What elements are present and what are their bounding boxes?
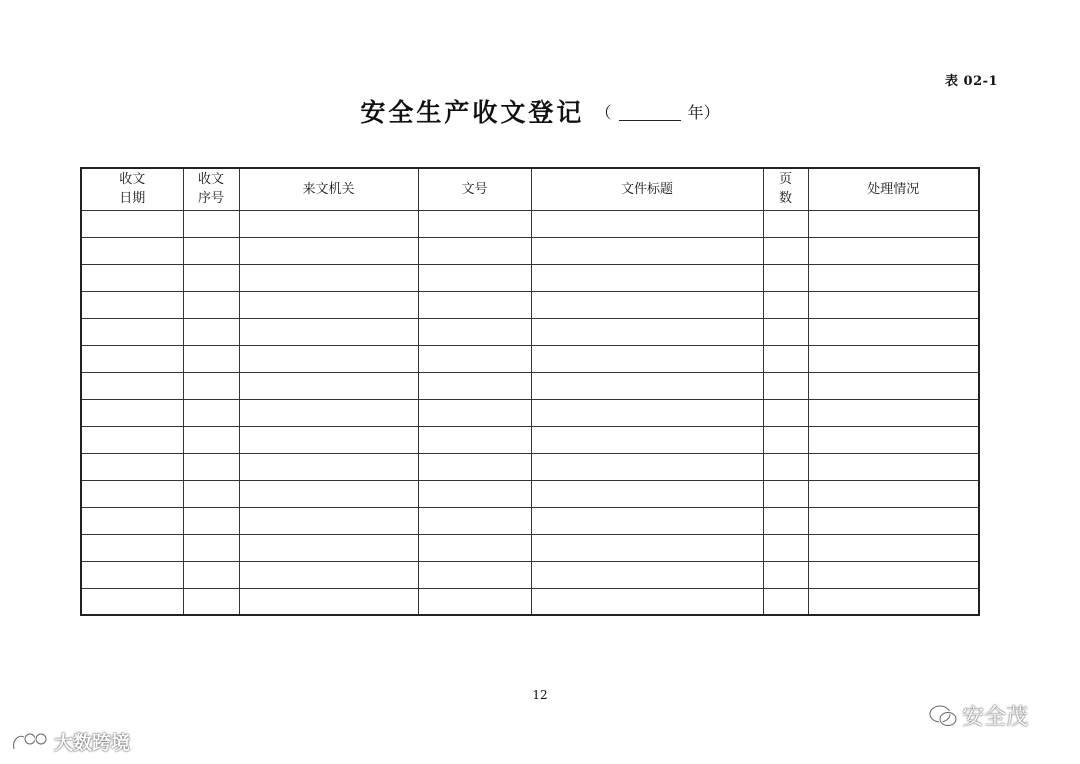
- table-cell: [183, 561, 239, 588]
- table-cell: [531, 264, 763, 291]
- table-cell: [808, 291, 979, 318]
- table-cell: [531, 480, 763, 507]
- table-cell: [763, 291, 808, 318]
- table-cell: [763, 318, 808, 345]
- table-cell: [418, 372, 531, 399]
- table-cell: [239, 507, 418, 534]
- table-header-row: [81, 168, 979, 210]
- table-row: [81, 399, 979, 426]
- table-cell: [239, 561, 418, 588]
- table-cell: [418, 507, 531, 534]
- table-cell: [239, 588, 418, 615]
- table-cell: [531, 345, 763, 372]
- table-cell: [183, 291, 239, 318]
- table-cell: [418, 426, 531, 453]
- table-row: [81, 291, 979, 318]
- table-cell: [239, 534, 418, 561]
- table-cell: [808, 453, 979, 480]
- table-cell: [808, 426, 979, 453]
- table-cell: [763, 453, 808, 480]
- table-cell: [183, 210, 239, 237]
- table-cell: [81, 534, 183, 561]
- table-cell: [81, 480, 183, 507]
- table-cell: [81, 291, 183, 318]
- table-cell: [418, 453, 531, 480]
- table-cell: [531, 210, 763, 237]
- table-cell: [531, 561, 763, 588]
- table-cell: [531, 534, 763, 561]
- form-code: 表 02-1: [945, 74, 999, 89]
- column-header: 文号: [418, 168, 531, 210]
- table-cell: [81, 399, 183, 426]
- year-field: [595, 103, 719, 122]
- table-cell: [763, 399, 808, 426]
- table-cell: [418, 318, 531, 345]
- table-cell: [418, 561, 531, 588]
- table-cell: [763, 426, 808, 453]
- table-cell: [239, 291, 418, 318]
- table-cell: [808, 264, 979, 291]
- table-cell: [763, 372, 808, 399]
- table-cell: [531, 453, 763, 480]
- table-cell: [808, 318, 979, 345]
- table-cell: [183, 480, 239, 507]
- table-cell: [531, 426, 763, 453]
- table-cell: [531, 507, 763, 534]
- table-cell: [239, 237, 418, 264]
- table-cell: [239, 210, 418, 237]
- table-row: [81, 345, 979, 372]
- table-cell: [763, 480, 808, 507]
- table-row: [81, 561, 979, 588]
- document-title-row: [0, 93, 1080, 129]
- watermark-right: [928, 700, 1028, 731]
- table-cell: [81, 561, 183, 588]
- table-cell: [81, 210, 183, 237]
- table-row: [81, 210, 979, 237]
- watermark-right-text: 安全茂: [962, 705, 1029, 730]
- table-row: [81, 372, 979, 399]
- table-cell: [763, 345, 808, 372]
- table-cell: [418, 264, 531, 291]
- table-cell: [763, 561, 808, 588]
- table-cell: [81, 345, 183, 372]
- table-cell: [808, 588, 979, 615]
- table-cell: [183, 453, 239, 480]
- table-cell: [531, 588, 763, 615]
- table-cell: [239, 345, 418, 372]
- year-suffix: 年）: [687, 102, 720, 122]
- table-cell: [763, 210, 808, 237]
- table-cell: [808, 507, 979, 534]
- table-cell: [183, 372, 239, 399]
- table-cell: [183, 426, 239, 453]
- table-cell: [239, 426, 418, 453]
- table-cell: [418, 237, 531, 264]
- table-row: [81, 507, 979, 534]
- table-cell: [531, 399, 763, 426]
- table-cell: [808, 372, 979, 399]
- table-cell: [418, 480, 531, 507]
- column-header: 页 数: [763, 168, 808, 210]
- table-cell: [763, 264, 808, 291]
- brand-logo-icon: [10, 731, 50, 753]
- table-cell: [183, 318, 239, 345]
- table-cell: [418, 210, 531, 237]
- table-cell: [239, 318, 418, 345]
- table-row: [81, 264, 979, 291]
- page-number: 12: [532, 688, 548, 702]
- table-cell: [808, 210, 979, 237]
- table-cell: [808, 561, 979, 588]
- column-header: 处理情况: [808, 168, 979, 210]
- document-title: 安全生产收文登记: [360, 98, 585, 127]
- table-cell: [531, 318, 763, 345]
- table-cell: [808, 399, 979, 426]
- table-cell: [531, 237, 763, 264]
- table-cell: [763, 507, 808, 534]
- table-row: [81, 480, 979, 507]
- table-cell: [183, 399, 239, 426]
- table-cell: [418, 345, 531, 372]
- table-row: [81, 426, 979, 453]
- year-open-paren: （: [595, 102, 612, 122]
- table-cell: [808, 345, 979, 372]
- table-cell: [808, 480, 979, 507]
- table-cell: [183, 264, 239, 291]
- receipt-register-table: [80, 167, 980, 616]
- column-header: 文件标题: [531, 168, 763, 210]
- watermark-left-text: 大数跨境: [54, 732, 131, 754]
- table-cell: [418, 291, 531, 318]
- table-cell: [808, 534, 979, 561]
- table-cell: [183, 507, 239, 534]
- column-header: 收文 序号: [183, 168, 239, 210]
- table-cell: [418, 534, 531, 561]
- table-cell: [763, 588, 808, 615]
- column-header: 收文 日期: [81, 168, 183, 210]
- table-cell: [81, 426, 183, 453]
- wechat-icon: [928, 703, 958, 729]
- watermark-left: [10, 728, 130, 755]
- table-cell: [183, 534, 239, 561]
- table-cell: [81, 588, 183, 615]
- table-cell: [239, 453, 418, 480]
- table-cell: [239, 480, 418, 507]
- table-row: [81, 534, 979, 561]
- table-cell: [183, 588, 239, 615]
- table-cell: [81, 237, 183, 264]
- year-blank-line: [619, 106, 681, 121]
- table-cell: [239, 399, 418, 426]
- table-cell: [418, 588, 531, 615]
- table-cell: [81, 507, 183, 534]
- table-cell: [183, 345, 239, 372]
- table-cell: [81, 372, 183, 399]
- table-row: [81, 588, 979, 615]
- table-cell: [808, 237, 979, 264]
- table-row: [81, 237, 979, 264]
- table-cell: [763, 237, 808, 264]
- table-cell: [239, 372, 418, 399]
- table-row: [81, 453, 979, 480]
- table-cell: [183, 237, 239, 264]
- table-cell: [531, 291, 763, 318]
- table-cell: [531, 372, 763, 399]
- table-cell: [81, 264, 183, 291]
- table-row: [81, 318, 979, 345]
- table-cell: [239, 264, 418, 291]
- table-cell: [81, 453, 183, 480]
- table-cell: [81, 318, 183, 345]
- table-cell: [763, 534, 808, 561]
- table-cell: [418, 399, 531, 426]
- column-header: 来文机关: [239, 168, 418, 210]
